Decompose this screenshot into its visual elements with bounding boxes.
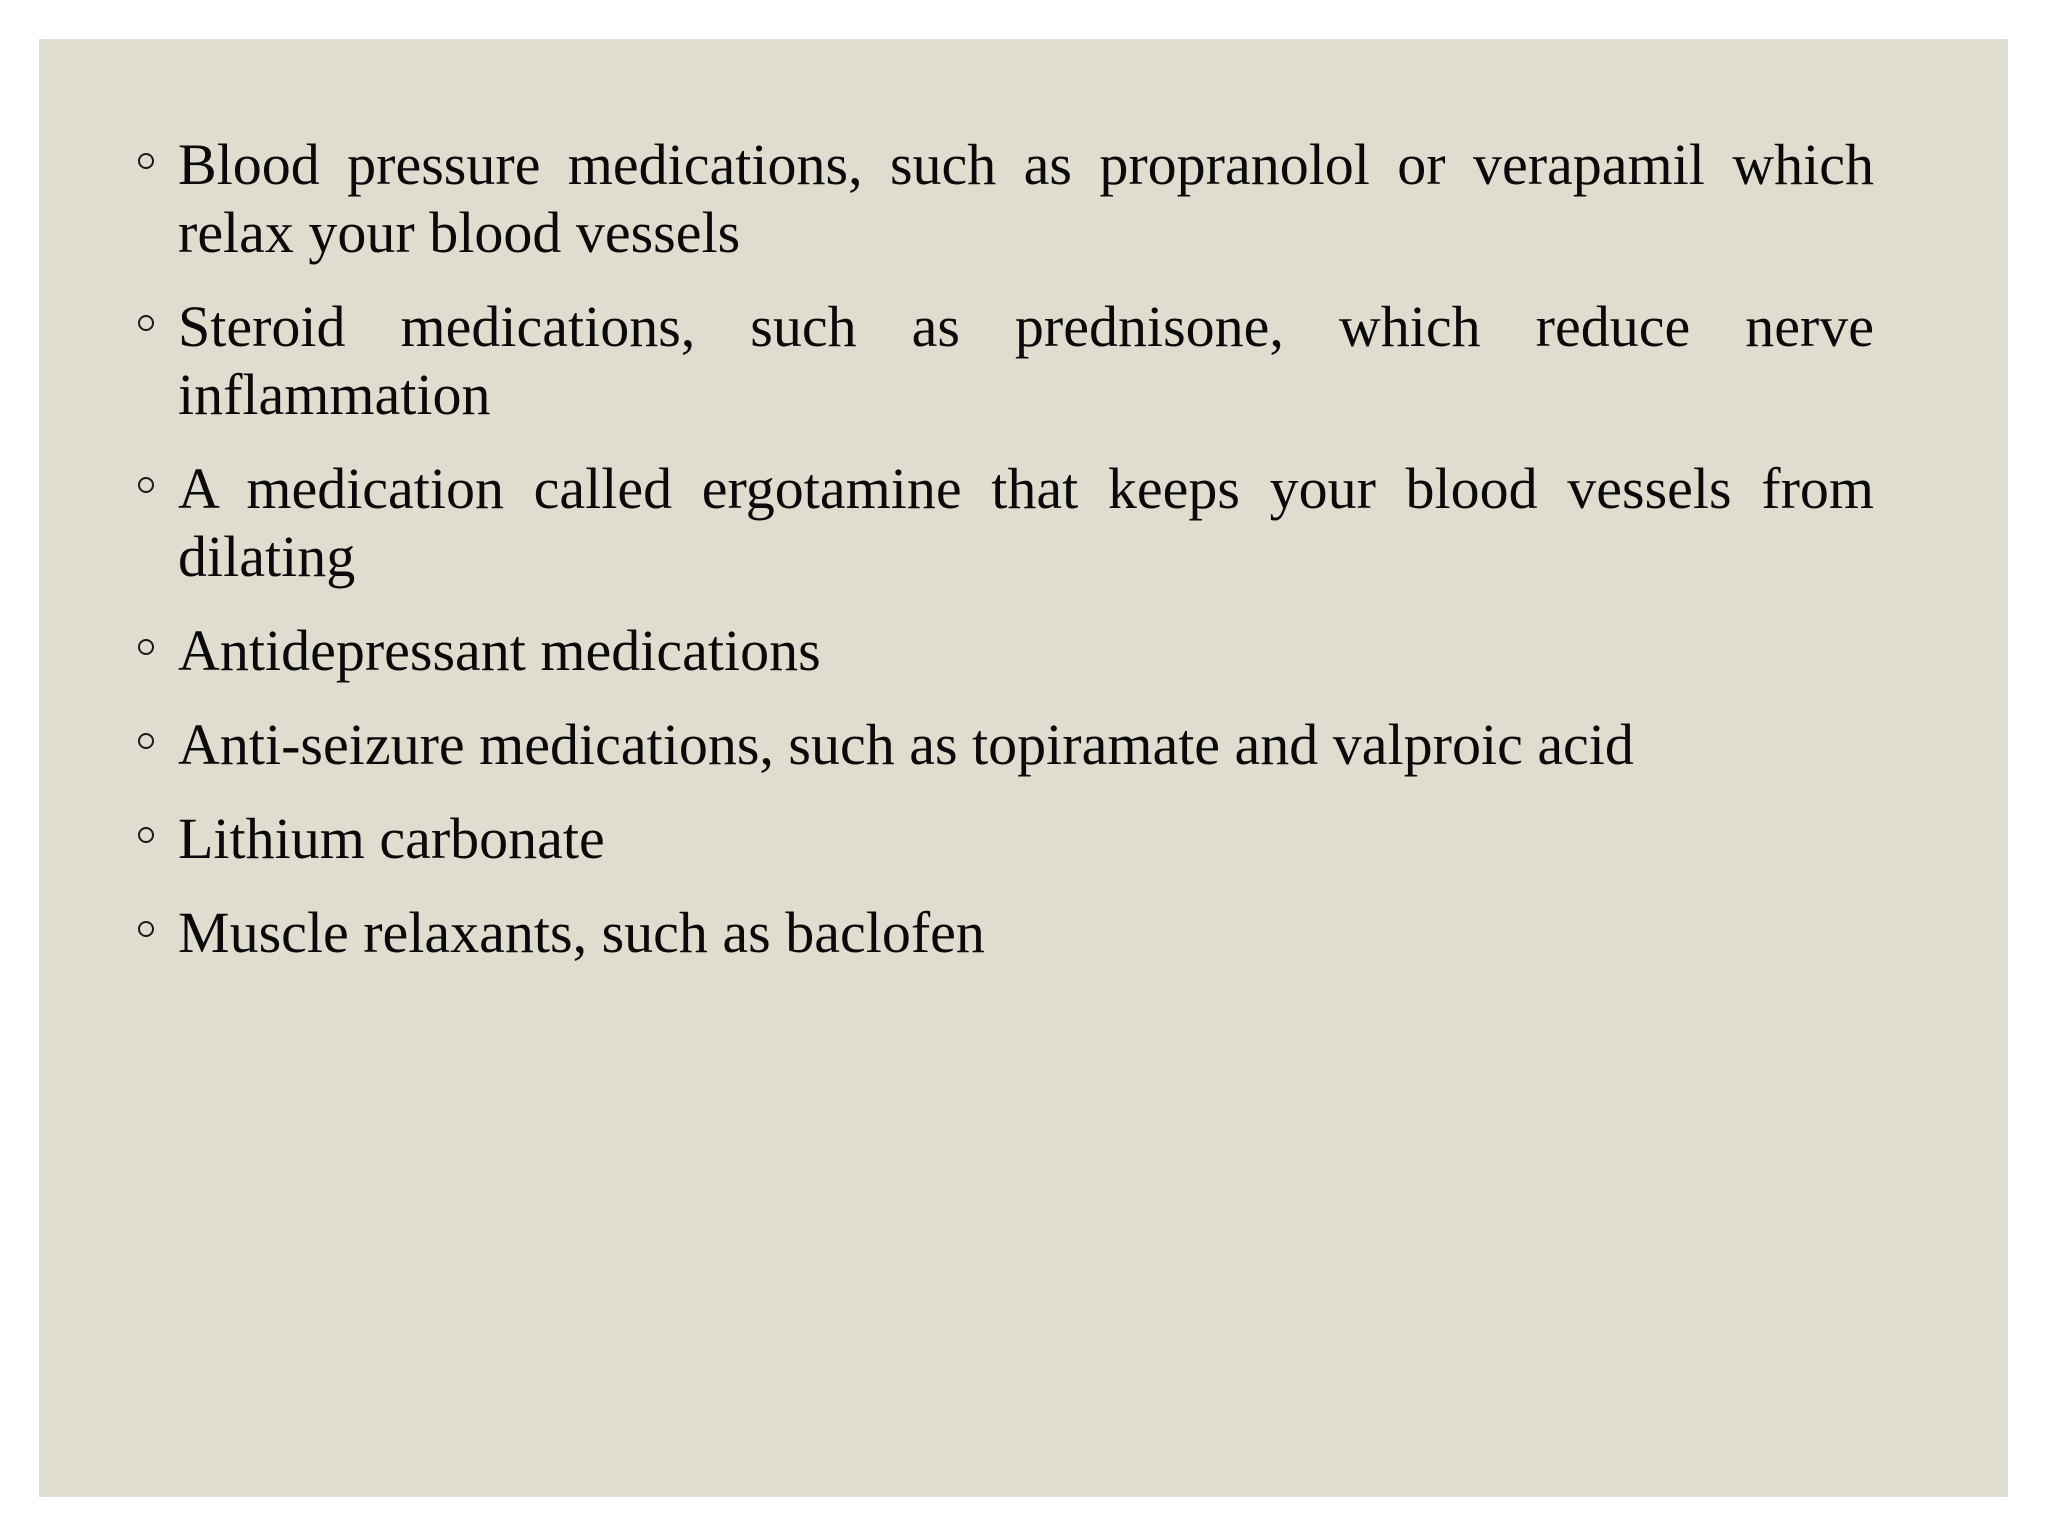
list-item-text: Muscle relaxants, such as baclofen [178,900,985,965]
list-item-text: Lithium carbonate [178,806,605,871]
hollow-circle-bullet-icon [138,827,154,843]
list-item [178,455,1874,591]
hollow-circle-bullet-icon [138,153,154,169]
hollow-circle-bullet-icon [138,315,154,331]
list-item [178,711,1874,779]
list-item [178,293,1874,429]
hollow-circle-bullet-icon [138,477,154,493]
list-item-text: Steroid medications, such as prednisone, which reduce nerve inflammation [178,294,1874,427]
list-item [178,617,1874,685]
hollow-circle-bullet-icon [138,921,154,937]
hollow-circle-bullet-icon [138,639,154,655]
slide [39,39,2008,1497]
list-item [178,899,1874,967]
list-item-text: A medication called ergotamine that keeps your blood vessels from dilating [178,456,1874,589]
list-item [178,805,1874,873]
list-item-text: Antidepressant medications [178,618,821,683]
hollow-circle-bullet-icon [138,733,154,749]
bullet-list [178,131,1874,967]
list-item [178,131,1874,267]
list-item-text: Blood pressure medications, such as propranolol or verapamil which relax your blood vessels [178,132,1874,265]
list-item-text: Anti-seizure medications, such as topiramate and valproic acid [178,712,1634,777]
